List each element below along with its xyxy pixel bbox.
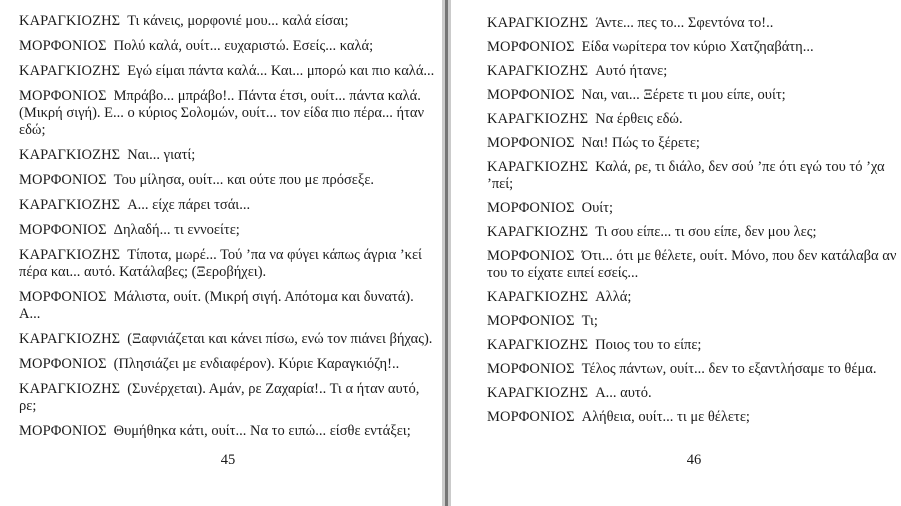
speaker-name: ΚΑΡΑΓΚΙΟΖΗΣ xyxy=(487,289,589,305)
speaker-name: ΜΟΡΦΟΝΙΟΣ xyxy=(487,409,575,425)
speech-text: Τι κάνεις, μορφονιέ μου... καλά είσαι; xyxy=(127,13,349,29)
speaker-name: ΚΑΡΑΓΚΙΟΖΗΣ xyxy=(487,159,589,175)
dialogue-line xyxy=(19,222,437,239)
dialogue-line xyxy=(19,381,437,415)
dialogue-line xyxy=(487,313,901,330)
dialogue-list xyxy=(487,15,901,426)
speech-text: Ναι, ναι... Ξέρετε τι μου είπε, ουίτ; xyxy=(581,87,786,103)
speech-text: Θυμήθηκα κάτι, ουίτ... Να το ειπώ... είσθε εντάξει; xyxy=(113,423,411,439)
dialogue-line xyxy=(19,331,437,348)
speech-text: Ναι! Πώς το ξέρετε; xyxy=(581,135,700,151)
dialogue-line xyxy=(487,289,901,306)
dialogue-line xyxy=(487,385,901,402)
speaker-name: ΜΟΡΦΟΝΙΟΣ xyxy=(19,423,107,439)
dialogue-line xyxy=(19,38,437,55)
speech-text: Του μίλησα, ουίτ... και ούτε που με πρόσεξε. xyxy=(113,172,375,188)
speech-text: Είδα νωρίτερα τον κύριο Χατζηαβάτη... xyxy=(581,39,814,55)
dialogue-line xyxy=(19,356,437,373)
speech-text: Α... αυτό. xyxy=(595,385,652,401)
speaker-name: ΚΑΡΑΓΚΙΟΖΗΣ xyxy=(19,13,121,29)
speaker-name: ΚΑΡΑΓΚΙΟΖΗΣ xyxy=(487,15,589,31)
speaker-name: ΜΟΡΦΟΝΙΟΣ xyxy=(19,289,107,305)
dialogue-line xyxy=(487,337,901,354)
speaker-name: ΚΑΡΑΓΚΙΟΖΗΣ xyxy=(487,111,589,127)
dialogue-line xyxy=(19,247,437,281)
speech-text: Α... είχε πάρει τσάι... xyxy=(127,197,251,213)
speech-text: Τι σου είπε... τι σου είπε, δεν μου λες; xyxy=(595,224,817,240)
speech-text: Τίποτα, μωρέ... Τού ’πα να φύγει κάπως άγρια ’κεί πέρα και... αυτό. Κατάλαβες; (Ξεροβήχει). xyxy=(19,247,422,280)
speaker-name: ΜΟΡΦΟΝΙΟΣ xyxy=(487,248,575,264)
speaker-name: ΚΑΡΑΓΚΙΟΖΗΣ xyxy=(19,63,121,79)
speaker-name: ΜΟΡΦΟΝΙΟΣ xyxy=(487,135,575,151)
speaker-name: ΜΟΡΦΟΝΙΟΣ xyxy=(487,39,575,55)
speech-text: Ναι... γιατί; xyxy=(127,147,196,163)
dialogue-line xyxy=(19,147,437,164)
dialogue-line xyxy=(487,135,901,152)
dialogue-line xyxy=(487,159,901,193)
speech-text: Τι; xyxy=(581,313,598,329)
speaker-name: ΚΑΡΑΓΚΙΟΖΗΣ xyxy=(19,147,121,163)
page-number-right: 46 xyxy=(686,452,702,468)
speaker-name: ΜΟΡΦΟΝΙΟΣ xyxy=(487,200,575,216)
speech-text: (Ξαφνιάζεται και κάνει πίσω, ενώ τον πιάνει βήχας). xyxy=(127,331,433,347)
speech-text: Εγώ είμαι πάντα καλά... Και... μπορώ και πιο καλά... xyxy=(127,63,435,79)
dialogue-line xyxy=(19,289,437,323)
speech-text: Τέλος πάντων, ουίτ... δεν το εξαντλήσαμε το θέμα. xyxy=(581,361,877,377)
speech-text: Ουίτ; xyxy=(581,200,614,216)
dialogue-line xyxy=(487,39,901,56)
speech-text: Ότι... ότι με θέλετε, ουίτ. Μόνο, που δεν κατάλαβα αν του το είχατε ειπεί εσείς... xyxy=(487,248,897,281)
speaker-name: ΜΟΡΦΟΝΙΟΣ xyxy=(19,222,107,238)
speaker-name: ΜΟΡΦΟΝΙΟΣ xyxy=(19,88,107,104)
speech-text: Μπράβο... μπράβο!.. Πάντα έτσι, ουίτ... πάντα καλά. (Μικρή σιγή). Ε... ο κύριος Σολομών, ουίτ... τον είδα πιο πέρα... ήταν εδώ; xyxy=(19,88,425,138)
dialogue-line xyxy=(487,87,901,104)
dialogue-line xyxy=(487,409,901,426)
speaker-name: ΚΑΡΑΓΚΙΟΖΗΣ xyxy=(487,337,589,353)
speaker-name: ΜΟΡΦΟΝΙΟΣ xyxy=(487,87,575,103)
speech-text: Δηλαδή... τι εννοείτε; xyxy=(113,222,240,238)
speech-text: (Συνέρχεται). Αμάν, ρε Ζαχαρία!.. Τι α ήταν αυτό, ρε; xyxy=(19,381,420,414)
speech-text: Πολύ καλά, ουίτ... ευχαριστώ. Εσείς... καλά; xyxy=(113,38,374,54)
speech-text: Αλήθεια, ουίτ... τι με θέλετε; xyxy=(581,409,750,425)
speaker-name: ΜΟΡΦΟΝΙΟΣ xyxy=(19,38,107,54)
dialogue-line xyxy=(19,88,437,139)
speech-text: Καλά, ρε, τι διάλο, δεν σού ’πε ότι εγώ του τό ’χα ’πεί; xyxy=(487,159,885,192)
speaker-name: ΚΑΡΑΓΚΙΟΖΗΣ xyxy=(487,224,589,240)
dialogue-line xyxy=(487,248,901,282)
speaker-name: ΚΑΡΑΓΚΙΟΖΗΣ xyxy=(19,381,121,397)
dialogue-line xyxy=(487,15,901,32)
speech-text: Ποιος του το είπε; xyxy=(595,337,702,353)
page-number-left: 45 xyxy=(220,452,236,468)
dialogue-line xyxy=(487,63,901,80)
dialogue-line xyxy=(19,172,437,189)
speech-text: Αυτό ήτανε; xyxy=(595,63,668,79)
speaker-name: ΜΟΡΦΟΝΙΟΣ xyxy=(19,172,107,188)
page-left xyxy=(19,13,437,448)
dialogue-line xyxy=(19,13,437,30)
dialogue-line xyxy=(487,200,901,217)
speaker-name: ΚΑΡΑΓΚΙΟΖΗΣ xyxy=(487,63,589,79)
speech-text: Να έρθεις εδώ. xyxy=(595,111,683,127)
dialogue-line xyxy=(19,423,437,440)
page-right xyxy=(487,15,901,433)
speech-text: Αλλά; xyxy=(595,289,632,305)
speaker-name: ΚΑΡΑΓΚΙΟΖΗΣ xyxy=(19,197,121,213)
speech-text: Άντε... πες το... Σφεντόνα το!.. xyxy=(595,15,774,31)
speaker-name: ΚΑΡΑΓΚΙΟΖΗΣ xyxy=(19,331,121,347)
speaker-name: ΜΟΡΦΟΝΙΟΣ xyxy=(19,356,107,372)
dialogue-list xyxy=(19,13,437,440)
speaker-name: ΚΑΡΑΓΚΙΟΖΗΣ xyxy=(487,385,589,401)
speaker-name: ΜΟΡΦΟΝΙΟΣ xyxy=(487,313,575,329)
dialogue-line xyxy=(487,361,901,378)
speech-text: Μάλιστα, ουίτ. (Μικρή σιγή. Απότομα και δυνατά). Α... xyxy=(19,289,414,322)
gutter-line-right xyxy=(448,0,451,506)
dialogue-line xyxy=(487,111,901,128)
dialogue-line xyxy=(19,197,437,214)
speaker-name: ΜΟΡΦΟΝΙΟΣ xyxy=(487,361,575,377)
dialogue-line xyxy=(487,224,901,241)
speech-text: (Πλησιάζει με ενδιαφέρον). Κύριε Καραγκιόζη!.. xyxy=(113,356,400,372)
dialogue-line xyxy=(19,63,437,80)
speaker-name: ΚΑΡΑΓΚΙΟΖΗΣ xyxy=(19,247,121,263)
